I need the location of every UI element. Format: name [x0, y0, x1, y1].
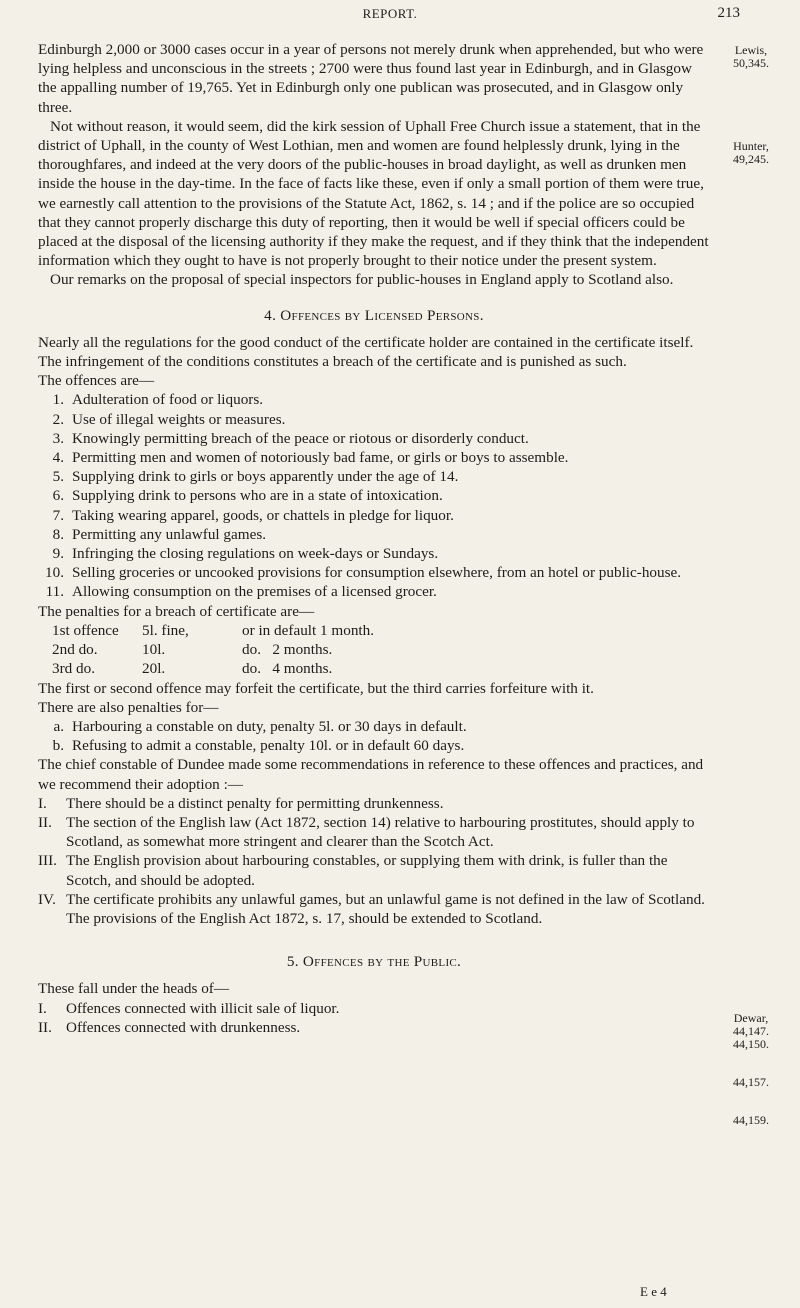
forfeit-text: The first or second offence may forfeit the certificate, but the third carries forfeiture with it.: [38, 679, 594, 697]
penalty-row: 2nd do. 10l. do. 2 months.: [52, 641, 333, 659]
penalty-row: 1st offence 5l. fine, or in default 1 month.: [52, 621, 375, 639]
list-item: 8. Permitting any unlawful games.: [52, 525, 267, 543]
list-item: 7. Taking wearing apparel, goods, or chattels in pledge for liquor.: [52, 506, 454, 524]
list-item: I. Offences connected with illicit sale of liquor.: [38, 999, 340, 1017]
list-item: 3. Knowingly permitting breach of the peace or riotous or disorderly conduct.: [52, 429, 529, 447]
sidenote: Hunter, 49,245.: [733, 139, 769, 166]
offences-list: [38, 390, 710, 601]
dundee-paragraph: The chief constable of Dundee made some recommendations in reference to these offences and practices, and we recommend their adoption :—: [38, 756, 704, 793]
section-5-lead: These fall under the heads of—: [38, 980, 230, 998]
sidenote: 44,159.: [733, 1113, 769, 1127]
list-item: b. Refusing to admit a constable, penalty 10l. or in default 60 days.: [52, 737, 465, 755]
main-text: [38, 40, 710, 1037]
section-4-heading: 4. Offences by Licensed Persons.: [264, 306, 484, 324]
page-number: 213: [717, 5, 740, 21]
list-item: 6. Supplying drink to persons who are in a state of intoxication.: [52, 487, 443, 505]
list-item: 1. Adulteration of food or liquors.: [52, 391, 264, 409]
sidenote: 44,157.: [733, 1075, 769, 1089]
list-item: IV. The certificate prohibits any unlawful games, but an unlawful game is not defined in the law of Scotland. The provisions of the English Act 1872, s. 17, should be extended to Scotland.: [38, 890, 705, 927]
sidenote: Dewar, 44,147. 44,150.: [733, 1011, 769, 1051]
page-header: [40, 6, 740, 30]
list-item: II. The section of the English law (Act 1872, section 14) relative to harbouring prostitutes, should apply to Scotland, as somewhat more stringent and clearer than the Scotch Act.: [38, 813, 695, 851]
intro-paragraph-2: Not without reason, it would seem, did the kirk session of Uphall Free Church issue a statement, that in the district of Uphall, in the county of West Lothian, men and women are found helplessly drunk, lying in the thoroughfares, and indeed at the very doors of the public-houses in broad daylight, as well as drunken men inside the house in the day-time. In the face of facts like these, even if only a small portion of them were true, we earnestly call attention to the provisions of the Statute Act, 1862, s. 14 ; and if the police are so occupied that they cannot properly discharge this duty of reporting, then it would be well if special officers could be placed at the disposal of the licensing authority if they make the request, and if they think that the independent information which they ought to have is not properly brought to their notice under the present system.: [38, 117, 709, 270]
section-5-heading: 5. Offences by the Public.: [286, 953, 462, 971]
list-item: 10. Selling groceries or uncooked provisions for consumption elsewhere, from an hotel or public-house.: [45, 564, 682, 582]
section-4-intro: Nearly all the regulations for the good conduct of the certificate holder are contained in the certificate itself. The infringement of the conditions constitutes a breach of the certificate and is punished as such.: [38, 333, 694, 371]
sidenote: Lewis, 50,345.: [733, 43, 769, 70]
list-item: 5. Supplying drink to girls or boys apparently under the age of 14.: [52, 468, 459, 486]
list-item: 4. Permitting men and women of notoriously bad fame, or girls or boys to assemble.: [52, 449, 569, 467]
list-item: II. Offences connected with drunkenness.: [38, 1018, 301, 1036]
list-item: 11. Allowing consumption on the premises of a licensed grocer.: [45, 583, 437, 601]
intro-paragraph-3: Our remarks on the proposal of special inspectors for public-houses in England apply to Scotland also.: [50, 271, 674, 289]
penalty-row: 3rd do. 20l. do. 4 months.: [52, 660, 333, 678]
offences-lead: The offences are—: [38, 372, 155, 390]
running-title: REPORT.: [362, 6, 418, 21]
list-item: III. The English provision about harbouring constables, or supplying them with drink, is fuller than the Scotch, and should be adopted.: [38, 852, 668, 889]
list-item: a. Harbouring a constable on duty, penalty 5l. or 30 days in default.: [53, 717, 467, 735]
signature-mark: E e 4: [640, 1284, 667, 1299]
penalties-lead: The penalties for a breach of certificate are—: [38, 602, 315, 620]
list-item: 9. Infringing the closing regulations on week-days or Sundays.: [52, 545, 439, 563]
also-lead: There are also penalties for—: [38, 698, 219, 716]
list-item: I. There should be a distinct penalty for permitting drunkenness.: [38, 794, 444, 812]
intro-paragraph-1: Edinburgh 2,000 or 3000 cases occur in a year of persons not merely drunk when apprehended, but who were lying helpless and unconscious in the streets ; 2700 were thus found last year in Edinburgh, and in Glasgow the appalling number of 19,765. Yet in Edinburgh only one publican was prosecuted, and in Glasgow only three.: [38, 41, 704, 116]
list-item: 2. Use of illegal weights or measures.: [52, 410, 286, 428]
